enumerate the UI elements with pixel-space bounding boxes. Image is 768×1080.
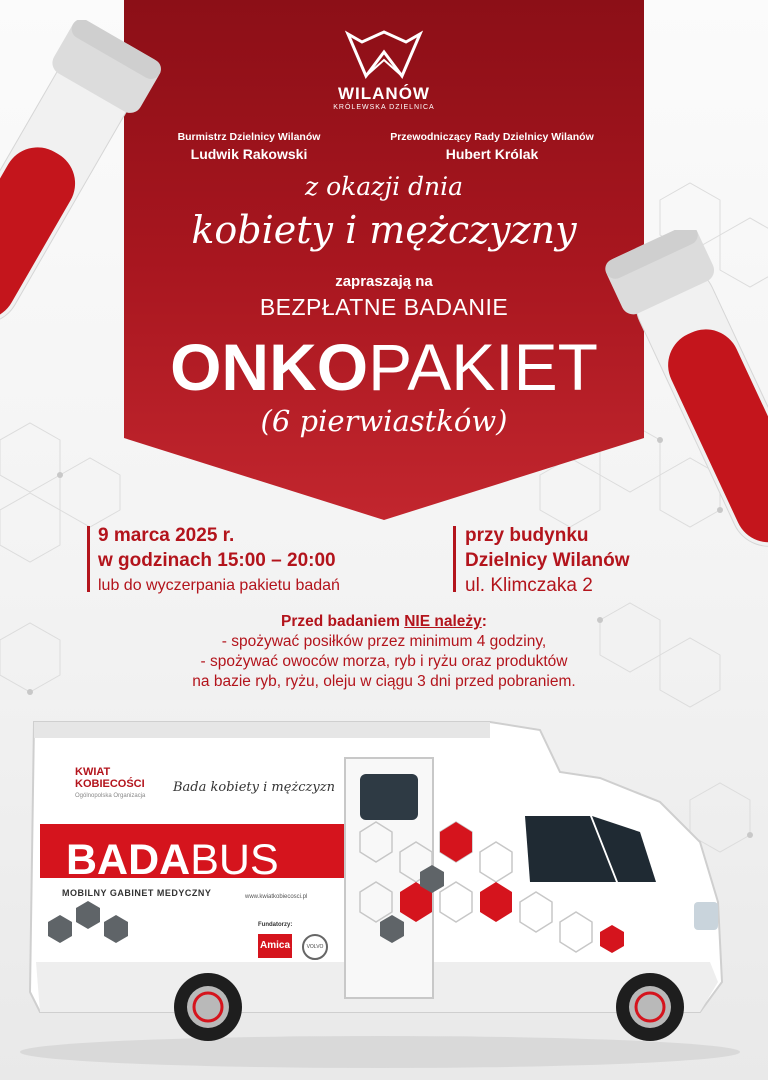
van-subtitle: MOBILNY GABINET MEDYCZNY [62, 888, 212, 898]
crown-icon [344, 30, 424, 86]
van-tagline: Bada kobiety i mężczyzn [173, 780, 335, 795]
van-org-line2: KOBIECOŚCI [75, 778, 145, 790]
host-council-chair [362, 131, 622, 162]
van-org-sub: Ogólnopolska Organizacja [75, 793, 146, 799]
van-org-line1: KWIAT [75, 766, 111, 778]
host-role: Burmistrz Dzielnicy Wilanów [177, 131, 321, 143]
host-mayor [119, 131, 379, 162]
warning-heading-pre: Przed badaniem [281, 613, 405, 630]
place-address: ul. Klimczaka 2 [465, 575, 593, 596]
divider-right [453, 526, 456, 592]
sponsor-volvo-logo: VOLVO [302, 934, 328, 960]
product-name-bold: ONKO [170, 330, 369, 404]
divider-left [87, 526, 90, 592]
sponsors-label: Fundatorzy: [258, 922, 293, 928]
event-place-block [465, 523, 630, 598]
host-role: Przewodniczący Rady Dzielnicy Wilanów [390, 131, 594, 143]
sponsor-amica-logo: Amica [258, 934, 292, 958]
invite-text: zapraszają na [335, 273, 433, 290]
warning-heading [90, 612, 678, 632]
van-name-bold: BADA [66, 836, 191, 884]
warning-heading-post: : [481, 613, 487, 630]
event-hours: w godzinach 15:00 – 20:00 [98, 550, 336, 571]
van-name-light: BUS [190, 836, 279, 884]
warning-item: - spożywać posiłków przez minimum 4 godziny, [221, 633, 547, 650]
event-date-block [98, 523, 340, 598]
event-note: lub do wyczerpania pakietu badań [98, 577, 340, 594]
host-name: Ludwik Rakowski [190, 146, 308, 162]
preparation-warning [90, 612, 678, 692]
occasion-line2: kobiety i mężczyzny [191, 208, 577, 252]
brand-subtitle: KRÓLEWSKA DZIELNICA [333, 104, 435, 111]
warning-heading-nie: NIE należy [404, 613, 482, 630]
van-url: www.kwiatkobiecosci.pl [245, 894, 308, 900]
warning-item: na bazie ryb, ryżu, oleju w ciągu 3 dni przed pobraniem. [192, 673, 576, 690]
van-org-logo [75, 766, 145, 802]
free-test-heading: BEZPŁATNE BADANIE [259, 294, 509, 320]
product-name [124, 330, 644, 404]
occasion-line1: z okazji dnia [304, 172, 464, 201]
warning-item: - spożywać owoców morza, ryb i ryżu oraz produktów [200, 653, 568, 670]
place-line2: Dzielnicy Wilanów [465, 550, 630, 571]
event-date: 9 marca 2025 r. [98, 525, 235, 546]
product-note: (6 pierwiastków) [260, 404, 508, 438]
van-name [66, 836, 279, 885]
place-line1: przy budynku [465, 525, 589, 546]
host-name: Hubert Królak [445, 146, 539, 162]
product-name-light: PAKIET [368, 330, 598, 404]
brand-name: WILANÓW [338, 84, 430, 103]
